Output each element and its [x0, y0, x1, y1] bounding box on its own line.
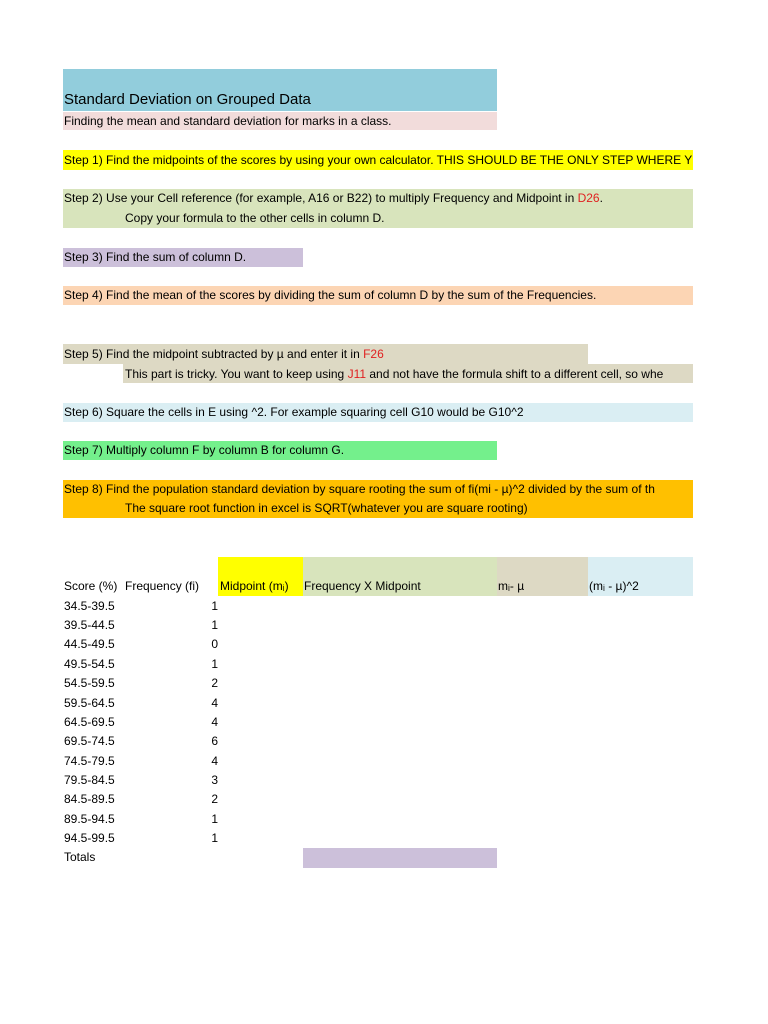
- row-score: 84.5-89.5: [64, 792, 115, 806]
- step7-text: Step 7) Multiply column F by column B for column G.: [64, 443, 345, 457]
- row-frequency: 0: [211, 637, 218, 651]
- row-score: 44.5-49.5: [64, 637, 115, 651]
- step5-prefix: Step 5) Find the midpoint subtracted by µ and enter it in: [64, 347, 364, 361]
- step5-cell-ref: F26: [363, 347, 384, 361]
- header-freq-x-midpoint: Frequency X Midpoint: [304, 579, 421, 593]
- row-frequency: 4: [211, 696, 218, 710]
- step2-line2: Copy your formula to the other cells in column D.: [125, 211, 385, 225]
- step5-line2-ref: J11: [347, 367, 367, 381]
- step5-line2: [125, 365, 693, 383]
- header-mi-mu-squared: (mᵢ - µ)^2: [589, 579, 639, 593]
- row-score: 89.5-94.5: [64, 812, 115, 826]
- row-frequency: 1: [211, 812, 218, 826]
- row-score: 49.5-54.5: [64, 657, 115, 671]
- step5-line2-suffix: and not have the formula shift to a different cell, so whe: [366, 367, 664, 381]
- row-score: 69.5-74.5: [64, 734, 115, 748]
- step4-text: Step 4) Find the mean of the scores by dividing the sum of column D by the sum of the Frequencies.: [64, 288, 597, 302]
- row-score: 54.5-59.5: [64, 676, 115, 690]
- row-score: 39.5-44.5: [64, 618, 115, 632]
- step2-prefix: Step 2) Use your Cell reference (for example, A16 or B22) to multiply Frequency and Midpoint in: [64, 191, 578, 205]
- row-score: 59.5-64.5: [64, 696, 115, 710]
- step2-text: [64, 189, 603, 207]
- step3-text: Step 3) Find the sum of column D.: [64, 250, 247, 264]
- step2-suffix: .: [599, 191, 603, 205]
- row-frequency: 4: [211, 754, 218, 768]
- totals-label: Totals: [64, 850, 96, 864]
- row-score: 79.5-84.5: [64, 773, 115, 787]
- row-frequency: 2: [211, 676, 218, 690]
- step6-text: Step 6) Square the cells in E using ^2. For example squaring cell G10 would be G10^2: [64, 405, 524, 419]
- row-score: 34.5-39.5: [64, 599, 115, 613]
- step2-cell-ref: D26: [577, 191, 600, 205]
- totals-sum-cell[interactable]: [303, 848, 497, 868]
- step8-line2: The square root function in excel is SQRT(whatever you are square rooting): [125, 501, 528, 515]
- step5-text: [64, 345, 384, 363]
- row-frequency: 1: [211, 599, 218, 613]
- header-frequency: Frequency (fi): [125, 579, 200, 593]
- row-score: 74.5-79.5: [64, 754, 115, 768]
- step5-line2-prefix: This part is tricky. You want to keep using: [125, 367, 348, 381]
- header-score: Score (%): [64, 579, 118, 593]
- step1-text: Step 1) Find the midpoints of the scores by using your own calculator. THIS SHOULD BE THE ONLY STEP WHERE Y: [64, 153, 693, 167]
- row-score: 64.5-69.5: [64, 715, 115, 729]
- header-mi-mu: mᵢ- µ: [498, 579, 525, 593]
- row-frequency: 1: [211, 831, 218, 845]
- step8-line1: Step 8) Find the population standard deviation by square rooting the sum of fi(mi - µ)^2 divided by the sum of th: [64, 482, 655, 496]
- row-frequency: 1: [211, 618, 218, 632]
- subtitle: Finding the mean and standard deviation for marks in a class.: [64, 114, 392, 128]
- row-score: 94.5-99.5: [64, 831, 115, 845]
- header-midpoint: Midpoint (mᵢ): [220, 579, 289, 593]
- row-frequency: 2: [211, 792, 218, 806]
- row-frequency: 3: [211, 773, 218, 787]
- row-frequency: 6: [211, 734, 218, 748]
- row-frequency: 4: [211, 715, 218, 729]
- row-frequency: 1: [211, 657, 218, 671]
- page-title: Standard Deviation on Grouped Data: [64, 91, 311, 108]
